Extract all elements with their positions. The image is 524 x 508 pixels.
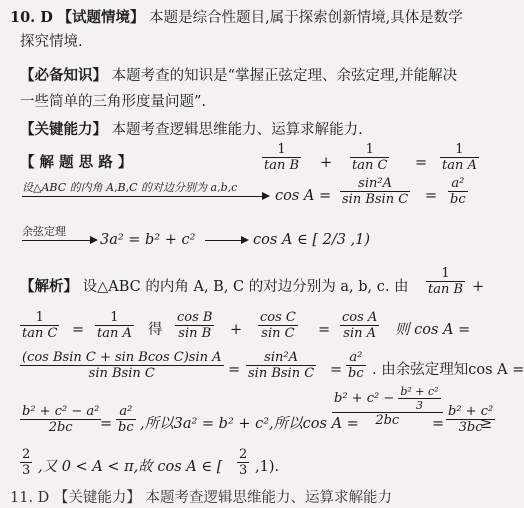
range-result: cos A ∈ [ 2/3 ,1) [253,232,371,248]
idea-tag: 【 解 题 思 路 】 [20,154,133,171]
sin-fraction: $\frac{\text{sin²A}}{\text{sin Bsin C}}$ [342,176,409,207]
analysis-fraction-1: $\frac{1}{\text{tan B}}$ [428,266,464,297]
knowledge-text: 本题考查的知识是“掌握正弦定理、余弦定理,并能解决 [111,68,458,84]
equals-sign: = [415,155,428,171]
analysis-eq-4: = [330,362,343,378]
analysis-eq-5: = [100,416,113,432]
nested-fraction: b² + c² − $\frac{\text{b² + c²}}{3}$ 2bc [332,385,443,428]
cosA-sinA-fraction: $\frac{\text{cos A}}{\text{sin A}}$ [342,310,378,341]
analysis-eq-1: = [72,322,85,338]
cosB-sinB-fraction: $\frac{\text{cos B}}{\text{sin B}}$ [177,310,213,341]
analysis-text-3: . 由余弦定理知cos A = [372,362,524,378]
analysis-plus-2: + [230,322,243,338]
analysis-line-1 [20,277,409,297]
final-fraction: $\frac{\text{b² + c²}}{3bc}$ [448,404,494,435]
geq-sign: ≥ [480,416,493,432]
analysis-plus: + [472,279,485,295]
arrow-label-1: 设△ABC 的内角 A,B,C 的对边分别为 a,b,c [22,181,238,194]
arrow-3-shaft [205,240,243,241]
situation-tag: 【试题情境】 [57,9,145,26]
analysis-eq-3: = [228,362,241,378]
analysis-fraction-3: $\frac{1}{\text{tan A}}$ [97,310,132,341]
a2bc-fraction-3: $\frac{\text{a²}}{bc}$ [118,404,134,435]
analysis-eq-6: = [432,416,445,432]
analysis-text-5-end: ,1). [255,459,280,475]
analysis-eq-2: = [318,322,331,338]
equals-sign-2: = [425,188,438,204]
analysis-text-4: ,所以3a² = b² + c²,所以cos A = [140,416,359,432]
ability-text: 本题考查逻辑思维能力、运算求解能力. [111,122,363,138]
plus-sign: + [320,155,333,171]
knowledge-tag: 【必备知识】 [20,67,107,84]
cosA-label: cos A = [275,188,332,204]
header-line [10,8,463,28]
knowledge-line [20,66,457,86]
big-fraction: $\frac{\text{(cos Bsin C + sin Bcos C)sin A}}{\text{sin Bsin C}}$ [22,350,222,381]
cosine-relation: 3a² = b² + c² [100,232,196,248]
arrow-1-head [262,192,270,200]
knowledge-line-2: 一些简单的三角形度量问题”. [20,94,207,110]
arrow-3-head [241,236,249,244]
two-thirds-fraction: $\frac{2}{3}$ [22,447,31,478]
idea-fraction-1: $\frac{1}{\text{tan B}}$ [264,142,300,173]
ability-tag: 【关键能力】 [20,121,107,138]
idea-fraction-3: $\frac{1}{\text{tan A}}$ [442,142,477,173]
sin2A-fraction: $\frac{\text{sin²A}}{\text{sin Bsin C}}$ [248,350,315,381]
ability-line [20,120,363,140]
analysis-tag: 【解析】 [20,278,78,295]
cos-law-fraction: $\frac{\text{b² + c² − a²}}{2bc}$ [22,404,100,435]
arrow-label-2: 余弦定理 [22,225,66,238]
analysis-then-cosA: 则 cos A = [395,322,471,338]
analysis-text-5: ,又 0 < A < π,故 cos A ∈ [ [38,459,223,475]
analysis-fraction-2: $\frac{1}{\text{tan C}}$ [22,310,58,341]
arrow-2-shaft [22,240,92,241]
idea-fraction-2: $\frac{1}{\text{tan C}}$ [352,142,388,173]
next-problem-partial: 11. D 【关键能力】 本题考查逻辑思维能力、运算求解能力 [10,490,393,506]
a2-bc-fraction: $\frac{\text{a²}}{bc}$ [450,176,466,207]
situation-text: 本题是综合性题目,属于探索创新情境,具体是数学 [149,10,463,26]
problem-number: 10. D [10,9,53,26]
analysis-text-1: 设△ABC 的内角 A, B, C 的对边分别为 a, b, c. 由 [82,279,409,295]
two-thirds-fraction-2: $\frac{2}{3}$ [239,447,248,478]
a2bc-fraction-2: $\frac{\text{a²}}{bc}$ [348,350,364,381]
cosC-sinC-fraction: $\frac{\text{cos C}}{\text{sin C}}$ [260,310,296,341]
arrow-1-shaft [22,196,265,197]
analysis-de: 得 [148,322,163,338]
arrow-2-head [90,236,98,244]
header-line-2: 探究情境. [20,34,83,50]
